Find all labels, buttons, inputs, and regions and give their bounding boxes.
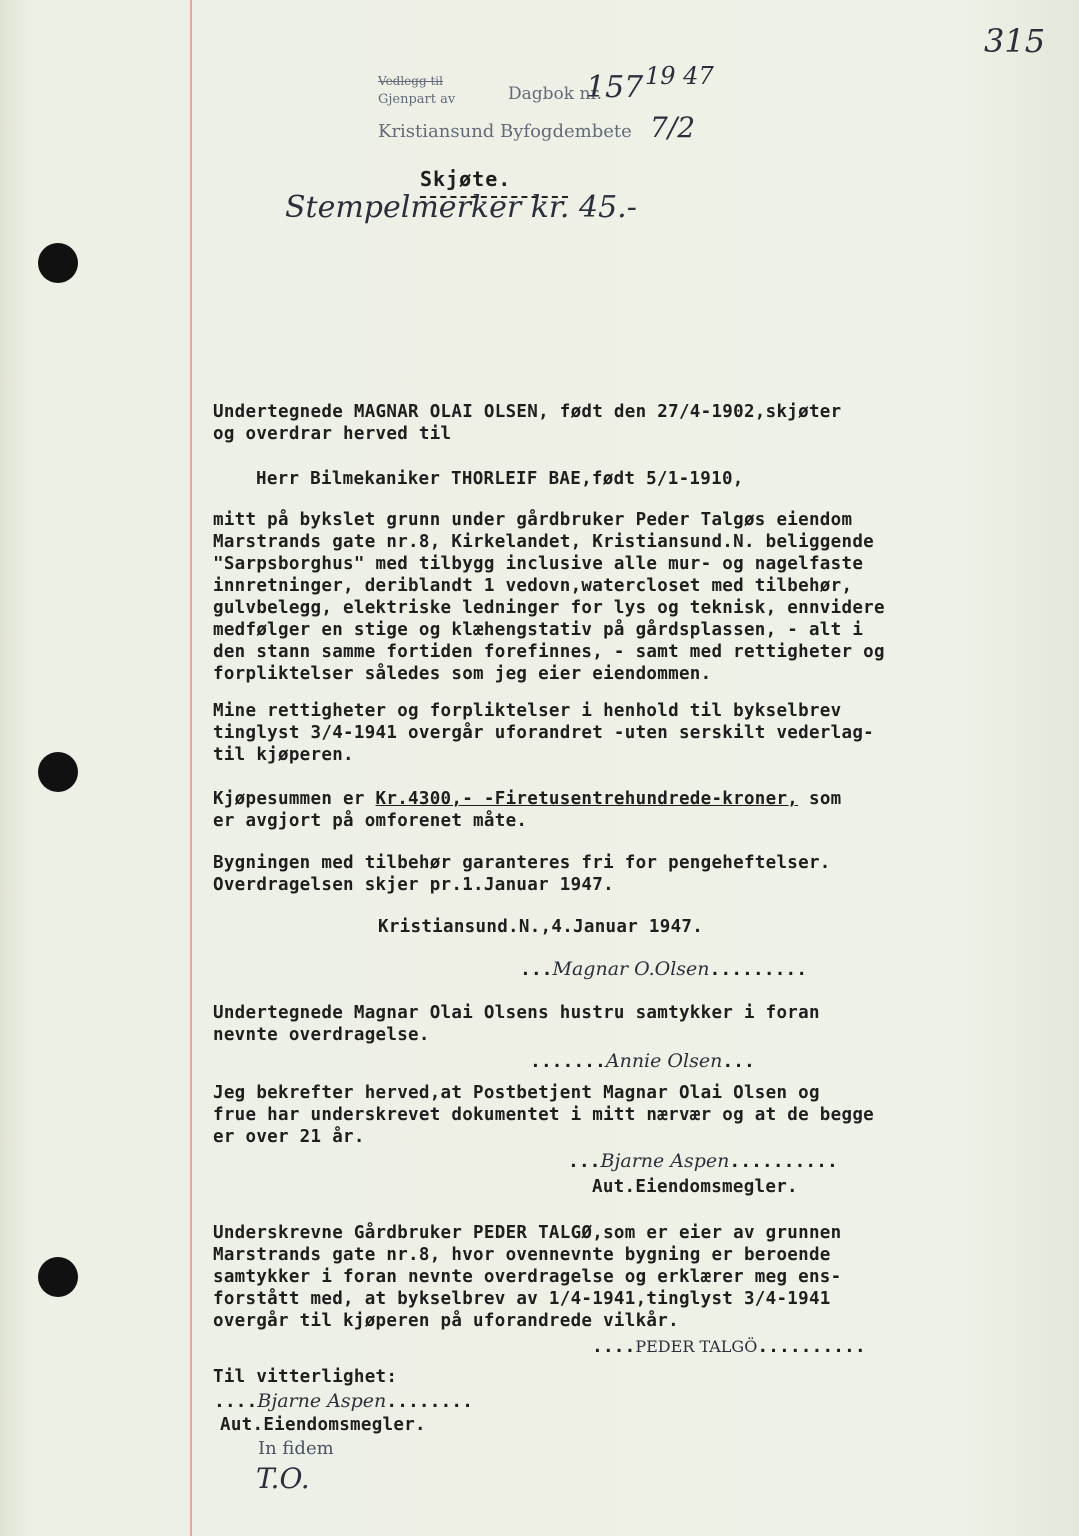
signature-name: Annie Olsen bbox=[605, 1050, 723, 1072]
paragraph-line: overgår til kjøperen på uforandrede vilkår. bbox=[213, 1311, 679, 1331]
paragraph-line: frue har underskrevet dokumentet i mitt nærvær og at de begge bbox=[213, 1105, 874, 1125]
purchase-sum-line bbox=[213, 788, 842, 810]
paragraph-line: gulvbelegg, elektriske ledninger for lys og teknisk, ennvidere bbox=[213, 598, 885, 618]
signature-broker: ...Bjarne Aspen.......... bbox=[568, 1150, 838, 1172]
paragraph-line: og overdrar herved til bbox=[213, 424, 452, 444]
signature-witness: ....Bjarne Aspen........ bbox=[214, 1390, 473, 1412]
paragraph-line: samtykker i foran nevnte overdragelse og erklærer meg ens- bbox=[213, 1267, 842, 1287]
document-title: Skjøte. bbox=[420, 167, 512, 191]
stamp-line: Kristiansund Byfogdembete bbox=[378, 121, 632, 142]
paragraph-line: er avgjort på omforenet måte. bbox=[213, 811, 528, 831]
witness-label: Til vitterlighet: bbox=[213, 1367, 398, 1387]
paragraph-line: "Sarpsborghus" med tilbygg inclusive alle mur- og nagelfaste bbox=[213, 554, 864, 574]
dagbok-number: 157 bbox=[586, 70, 644, 105]
paragraph-line: Overdragelsen skjer pr.1.Januar 1947. bbox=[213, 875, 614, 895]
stamp-dagbok-label: Dagbok nr. bbox=[508, 84, 603, 104]
signature-wife: .......Annie Olsen... bbox=[530, 1050, 755, 1072]
punch-hole bbox=[38, 1257, 78, 1297]
paragraph-line: til kjøperen. bbox=[213, 745, 354, 765]
in-fidem-stamp: In fidem bbox=[258, 1438, 334, 1459]
paragraph-line: Jeg bekrefter herved,at Postbetjent Magnar Olai Olsen og bbox=[213, 1083, 820, 1103]
paragraph-line: er over 21 år. bbox=[213, 1127, 365, 1147]
dagbok-date: 7/2 bbox=[650, 111, 696, 144]
paragraph-line: innretninger, deriblandt 1 vedovn,watercloset med tilbehør, bbox=[213, 576, 853, 596]
paragraph-line: Marstrands gate nr.8, hvor ovennevnte bygning er beroende bbox=[213, 1245, 831, 1265]
margin-line bbox=[190, 0, 192, 1536]
signature-name: PEDER TALGÖ bbox=[635, 1337, 758, 1356]
signature-name: Bjarne Aspen bbox=[257, 1390, 387, 1412]
signature-name: Magnar O.Olsen bbox=[552, 958, 710, 980]
broker-title: Aut.Eiendomsmegler. bbox=[592, 1177, 798, 1197]
purchase-sum-suffix: som bbox=[798, 789, 842, 809]
paragraph-line: tinglyst 3/4-1941 overgår uforandret -uten serskilt vederlag- bbox=[213, 723, 874, 743]
dagbok-year: 19 47 bbox=[645, 62, 714, 90]
paragraph-line: forstått med, at bykselbrev av 1/4-1941,tinglyst 3/4-1941 bbox=[213, 1289, 831, 1309]
stamp-fee-note: Stempelmerker kr. 45.- bbox=[285, 190, 637, 225]
stamp-line: Vedlegg til bbox=[378, 74, 443, 88]
paragraph-line: medfølger en stige og klæhengstativ på gårdsplassen, - alt i bbox=[213, 620, 864, 640]
paragraph-line: Bygningen med tilbehør garanteres fri for pengeheftelser. bbox=[213, 853, 831, 873]
purchase-sum-amount: Kr.4300,- -Firetusentrehundrede-kroner, bbox=[375, 789, 799, 809]
paragraph-line: Underskrevne Gårdbruker PEDER TALGØ,som er eier av grunnen bbox=[213, 1223, 842, 1243]
paragraph-line: Undertegnede Magnar Olai Olsens hustru samtykker i foran bbox=[213, 1003, 820, 1023]
paragraph-line: Undertegnede MAGNAR OLAI OLSEN, født den 27/4-1902,skjøter bbox=[213, 402, 842, 422]
punch-hole bbox=[38, 752, 78, 792]
paragraph-line: Herr Bilmekaniker THORLEIF BAE,født 5/1-1910, bbox=[256, 469, 744, 489]
paragraph-line: Mine rettigheter og forpliktelser i henhold til bykselbrev bbox=[213, 701, 842, 721]
paragraph-line: mitt på bykslet grunn under gårdbruker Peder Talgøs eiendom bbox=[213, 510, 853, 530]
signature-seller: ...Magnar O.Olsen......... bbox=[520, 958, 808, 980]
punch-hole bbox=[38, 243, 78, 283]
paragraph-line: Marstrands gate nr.8, Kirkelandet, Kristiansund.N. beliggende bbox=[213, 532, 874, 552]
initials: T.O. bbox=[256, 1462, 310, 1495]
broker-title: Aut.Eiendomsmegler. bbox=[220, 1415, 426, 1435]
paragraph-line: nevnte overdragelse. bbox=[213, 1025, 430, 1045]
paragraph-line: forpliktelser således som jeg eier eiendommen. bbox=[213, 664, 712, 684]
signature-owner: ....PEDER TALGÖ.......... bbox=[592, 1336, 866, 1357]
stamp-line: Gjenpart av bbox=[378, 92, 456, 107]
title-underline bbox=[420, 196, 568, 198]
paragraph-line: den stann samme fortiden forefinnes, - samt med rettigheter og bbox=[213, 642, 885, 662]
purchase-sum-prefix: Kjøpesummen er bbox=[213, 789, 376, 809]
place-date: Kristiansund.N.,4.Januar 1947. bbox=[378, 917, 704, 937]
page-number: 315 bbox=[984, 22, 1046, 60]
signature-name: Bjarne Aspen bbox=[600, 1150, 730, 1172]
